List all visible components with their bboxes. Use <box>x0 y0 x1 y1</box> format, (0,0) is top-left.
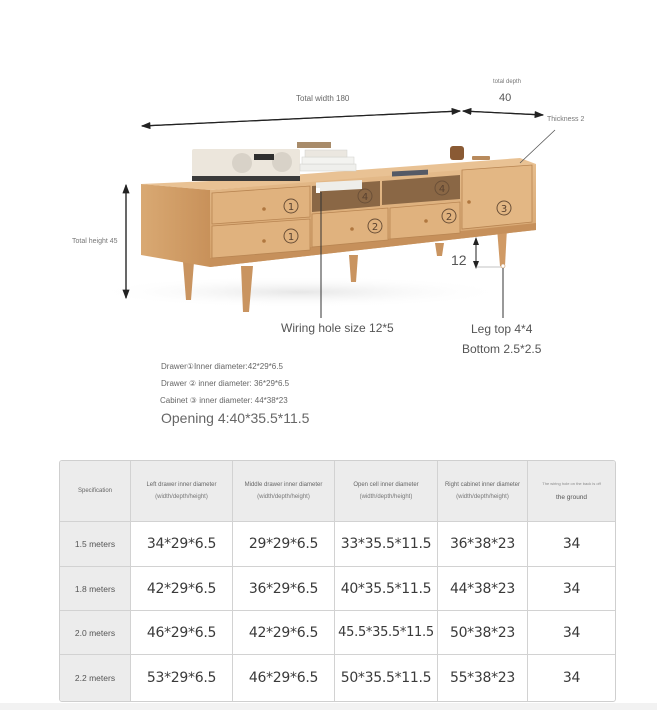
row-spec: 1.8 meters <box>60 567 131 611</box>
header-sublabel: (width/depth/height) <box>257 494 310 500</box>
leg-bottom-label: Bottom 2.5*2.5 <box>462 342 542 356</box>
leg-top-label: Leg top 4*4 <box>471 322 533 336</box>
header-label: Right cabinet inner diameter <box>444 482 521 488</box>
cell-right-cabinet: 44*38*23 <box>438 567 528 611</box>
svg-text:1: 1 <box>287 232 295 243</box>
cell-open-cell: 50*35.5*11.5 <box>335 655 438 701</box>
cell-wiring-hole: 34 <box>528 567 615 611</box>
cell-left-drawer: 53*29*6.5 <box>131 655 233 701</box>
cell-right-cabinet: 50*38*23 <box>438 611 528 655</box>
thickness-label: Thickness 2 <box>547 116 585 123</box>
total-depth-value: 40 <box>499 92 512 104</box>
note-drawer-2: Drawer ② inner diameter: 36*29*6.5 <box>161 379 290 388</box>
bottom-divider <box>0 703 657 710</box>
note-drawer-1: Drawer①Inner diameter:42*29*6.5 <box>161 362 283 371</box>
cell-left-drawer: 34*29*6.5 <box>131 522 233 567</box>
cell-right-cabinet: 55*38*23 <box>438 655 528 701</box>
cell-right-cabinet: 36*38*23 <box>438 522 528 567</box>
total-height-label: Total height 45 <box>72 238 118 245</box>
header-sublabel: (width/depth/height) <box>456 494 509 500</box>
header-left-drawer <box>131 461 233 522</box>
header-specification <box>60 461 131 522</box>
svg-text:4: 4 <box>361 192 369 203</box>
svg-text:1: 1 <box>287 202 295 213</box>
header-sublabel: (width/depth/height) <box>155 494 208 500</box>
svg-text:3: 3 <box>500 204 508 215</box>
total-depth-caption: total depth <box>493 79 522 85</box>
row-spec: 2.0 meters <box>60 611 131 655</box>
cell-left-drawer: 46*29*6.5 <box>131 611 233 655</box>
leg-clearance-label: 12 <box>451 252 467 268</box>
cell-middle-drawer: 42*29*6.5 <box>233 611 335 655</box>
header-middle-drawer <box>233 461 335 522</box>
header-label: Middle drawer inner diameter <box>244 482 323 488</box>
header-open-cell <box>335 461 438 522</box>
cell-middle-drawer: 46*29*6.5 <box>233 655 335 701</box>
cell-wiring-hole: 34 <box>528 611 615 655</box>
header-label: Open cell inner diameter <box>353 482 419 488</box>
note-opening-4: Opening 4:40*35.5*11.5 <box>161 410 310 426</box>
cell-middle-drawer: 29*29*6.5 <box>233 522 335 567</box>
header-sublabel: the ground <box>555 494 588 501</box>
header-label: Left drawer inner diameter <box>146 482 217 488</box>
specification-table <box>59 460 616 702</box>
total-width-label: Total width 180 <box>296 94 350 103</box>
cell-middle-drawer: 36*29*6.5 <box>233 567 335 611</box>
cell-left-drawer: 42*29*6.5 <box>131 567 233 611</box>
header-sublabel: (width/depth/height) <box>359 494 413 500</box>
header-right-cabinet <box>438 461 528 522</box>
row-spec: 1.5 meters <box>60 522 131 567</box>
header-label: Specification <box>77 488 113 494</box>
header-wiring-hole <box>528 461 615 522</box>
cell-wiring-hole: 34 <box>528 522 615 567</box>
svg-text:4: 4 <box>438 184 446 195</box>
svg-text:2: 2 <box>445 212 453 223</box>
row-spec: 2.2 meters <box>60 655 131 701</box>
cell-open-cell: 33*35.5*11.5 <box>335 522 438 567</box>
cell-open-cell: 40*35.5*11.5 <box>335 567 438 611</box>
header-label: The wiring hole on the back is off <box>542 481 601 486</box>
note-cabinet-3: Cabinet ③ inner diameter: 44*38*23 <box>160 396 288 405</box>
cell-wiring-hole: 34 <box>562 670 581 686</box>
svg-text:2: 2 <box>371 222 379 233</box>
cell-open-cell: 45.5*35.5*11.5 <box>335 611 438 655</box>
wiring-hole-label: Wiring hole size 12*5 <box>281 321 394 335</box>
